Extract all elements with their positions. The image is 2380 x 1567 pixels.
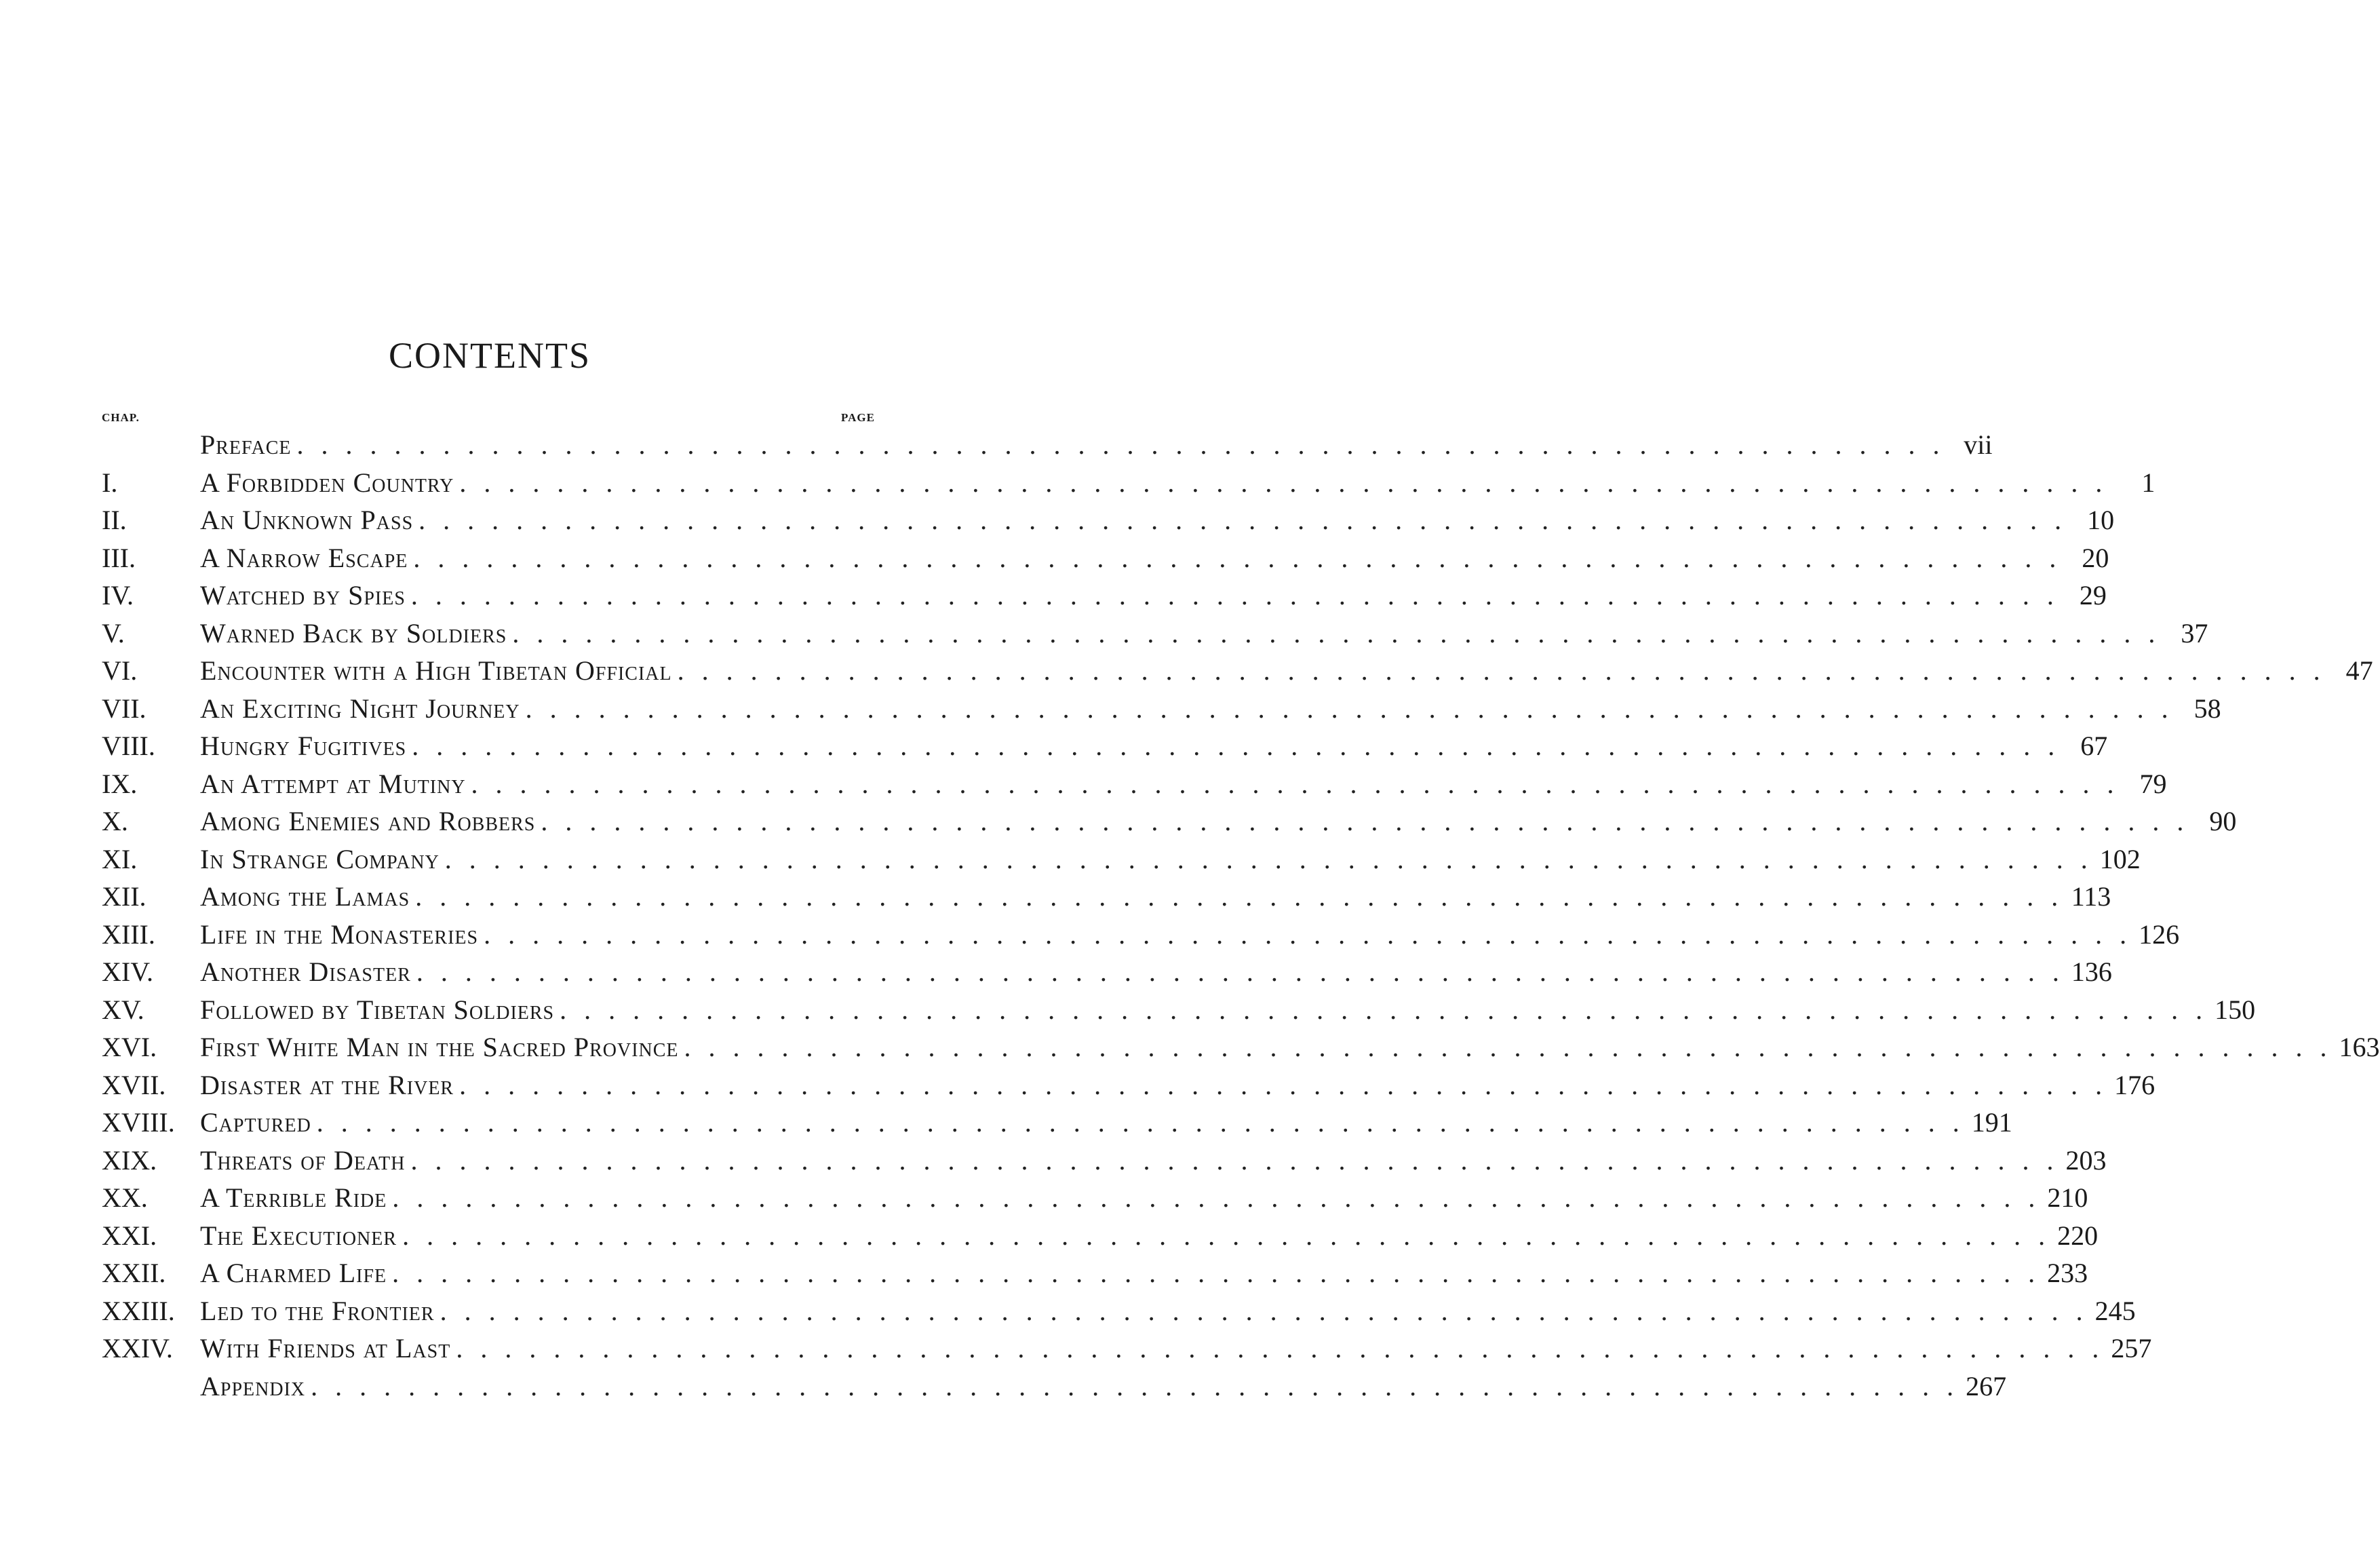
toc-entry	[102, 991, 2256, 1029]
chapter-title: Watched by Spies	[200, 580, 406, 611]
toc-entry	[102, 765, 2167, 803]
chapter-title: Hungry Fugitives	[200, 731, 407, 761]
page-number: 150	[2215, 994, 2256, 1025]
page-number: 233	[2047, 1258, 2088, 1288]
chapter-title: Encounter with a High Tibetan Official	[200, 655, 672, 686]
dot-leader	[512, 615, 2160, 653]
page-number: 90	[2209, 806, 2237, 836]
dot-leader	[412, 727, 2060, 765]
chapter-number: II.	[102, 505, 127, 535]
chapter-number: XV.	[102, 994, 144, 1025]
chapter-title: A Charmed Life	[200, 1258, 387, 1288]
dot-leader	[411, 577, 2059, 615]
dot-leader	[311, 1368, 1959, 1406]
chapter-title: Warned Back by Soldiers	[200, 617, 507, 649]
page-number: 136	[2071, 956, 2112, 987]
toc-entry	[102, 1142, 2107, 1180]
toc-entry	[102, 840, 2141, 878]
dot-leader	[413, 539, 2061, 577]
toc-entry	[102, 916, 2180, 954]
page-number: 113	[2071, 881, 2111, 912]
dot-leader	[445, 840, 2093, 878]
dot-leader	[410, 1142, 2059, 1180]
dot-leader	[297, 426, 1945, 464]
chapter-title: Disaster at the River	[200, 1069, 454, 1100]
chapter-number: VI.	[102, 655, 138, 686]
chapter-number: XIX.	[102, 1144, 157, 1176]
chapter-number: XII.	[102, 881, 147, 912]
toc-entry	[102, 1104, 2012, 1142]
table-of-contents	[102, 426, 2380, 1405]
page-number: 203	[2065, 1144, 2107, 1176]
dot-leader	[526, 690, 2174, 728]
chapter-number: XIII.	[102, 918, 155, 950]
chapter-number: XXIII.	[102, 1295, 175, 1326]
dot-leader	[678, 652, 2326, 690]
page-number: 267	[1966, 1370, 2007, 1401]
toc-entry	[102, 1028, 2380, 1066]
toc-entry	[102, 426, 1993, 464]
chapter-title: The Executioner	[200, 1220, 397, 1251]
chapter-title: Among Enemies and Robbers	[200, 806, 536, 836]
page-number: 176	[2114, 1069, 2155, 1100]
toc-entry	[102, 577, 2107, 615]
toc-entry	[102, 802, 2237, 840]
page-number: 245	[2094, 1295, 2136, 1326]
chapter-title: Life in the Monasteries	[200, 918, 479, 950]
page-number: 20	[2082, 542, 2109, 573]
dot-leader	[418, 501, 2067, 539]
dot-leader	[392, 1179, 2040, 1217]
chapter-number: XXI.	[102, 1220, 157, 1251]
page-number: 37	[2181, 617, 2208, 649]
dot-leader	[415, 878, 2063, 916]
chapter-number: XVI.	[102, 1032, 157, 1062]
chap-column-header: CHAP.	[102, 411, 140, 424]
page-number: vii	[1964, 429, 1993, 460]
chapter-title: Captured	[200, 1107, 311, 1138]
chapter-title: Threats of Death	[200, 1144, 406, 1176]
chapter-title: Preface	[200, 429, 292, 460]
toc-entry	[102, 615, 2208, 653]
page-number: 126	[2139, 918, 2180, 950]
toc-entry	[102, 953, 2112, 991]
toc-entry	[102, 1292, 2136, 1330]
chapter-number: XVIII.	[102, 1107, 175, 1138]
toc-entry	[102, 878, 2111, 916]
dot-leader	[484, 916, 2132, 954]
chapter-number: XXIV.	[102, 1333, 173, 1363]
dot-leader	[560, 991, 2208, 1029]
chapter-number: XIV.	[102, 956, 153, 987]
chapter-number: XXII.	[102, 1258, 166, 1288]
toc-entry	[102, 652, 2373, 690]
dot-leader	[459, 1066, 2107, 1104]
page-number: 163	[2339, 1032, 2380, 1062]
chapter-title: Led to the Frontier	[200, 1295, 435, 1326]
dot-leader	[459, 464, 2107, 502]
chapter-title: Followed by Tibetan Soldiers	[200, 994, 555, 1025]
toc-entry	[102, 1217, 2099, 1255]
dot-leader	[402, 1217, 2050, 1255]
chapter-number: III.	[102, 542, 136, 573]
dot-leader	[541, 802, 2189, 840]
page-number: 210	[2047, 1182, 2088, 1213]
contents-title: CONTENTS	[389, 335, 591, 376]
toc-entry	[102, 1179, 2088, 1217]
dot-leader	[392, 1254, 2040, 1292]
page-number: 191	[1971, 1107, 2012, 1138]
chapter-title: A Narrow Escape	[200, 542, 408, 573]
page-number: 10	[2087, 505, 2115, 535]
toc-entry	[102, 1254, 2088, 1292]
chapter-title: First White Man in the Sacred Province	[200, 1032, 679, 1062]
chapter-title: A Forbidden Country	[200, 467, 454, 498]
dot-leader	[317, 1104, 1965, 1142]
dot-leader	[440, 1292, 2088, 1330]
page-number: 29	[2079, 580, 2107, 611]
toc-entry	[102, 501, 2115, 539]
chapter-title: In Strange Company	[200, 843, 440, 874]
toc-entry	[102, 1330, 2152, 1368]
page-number: 102	[2099, 843, 2141, 874]
chapter-title: With Friends at Last	[200, 1333, 451, 1363]
chapter-title: A Terrible Ride	[200, 1182, 387, 1213]
dot-leader	[416, 953, 2065, 991]
page-number: 220	[2057, 1220, 2099, 1251]
chapter-number: X.	[102, 806, 128, 836]
toc-entry	[102, 539, 2109, 577]
toc-entry	[102, 464, 2155, 502]
chapter-number: IX.	[102, 768, 138, 799]
chapter-title: Among the Lamas	[200, 881, 410, 912]
chapter-number: XVII.	[102, 1069, 166, 1100]
toc-entry	[102, 690, 2221, 728]
chapter-number: XI.	[102, 843, 138, 874]
chapter-number: XX.	[102, 1182, 148, 1213]
chapter-number: VIII.	[102, 731, 155, 761]
chapter-number: VII.	[102, 693, 147, 724]
dot-leader	[684, 1028, 2333, 1066]
chapter-title: An Unknown Pass	[200, 505, 414, 535]
page-number: 1	[2141, 467, 2155, 498]
toc-entry	[102, 1368, 2007, 1406]
chapter-title: Appendix	[200, 1370, 306, 1401]
page-number: 257	[2111, 1333, 2152, 1363]
page-number: 79	[2139, 768, 2167, 799]
chapter-number: V.	[102, 617, 125, 649]
chapter-number: I.	[102, 467, 118, 498]
page-number: 47	[2345, 655, 2373, 686]
chapter-title: An Exciting Night Journey	[200, 693, 520, 724]
page-number: 67	[2080, 731, 2108, 761]
toc-entry	[102, 727, 2108, 765]
toc-entry	[102, 1066, 2155, 1104]
chapter-title: An Attempt at Mutiny	[200, 768, 466, 799]
page-column-header: PAGE	[841, 411, 875, 424]
page-number: 58	[2193, 693, 2221, 724]
dot-leader	[471, 765, 2120, 803]
chapter-number: IV.	[102, 580, 134, 611]
chapter-title: Another Disaster	[200, 956, 411, 987]
dot-leader	[456, 1330, 2104, 1368]
